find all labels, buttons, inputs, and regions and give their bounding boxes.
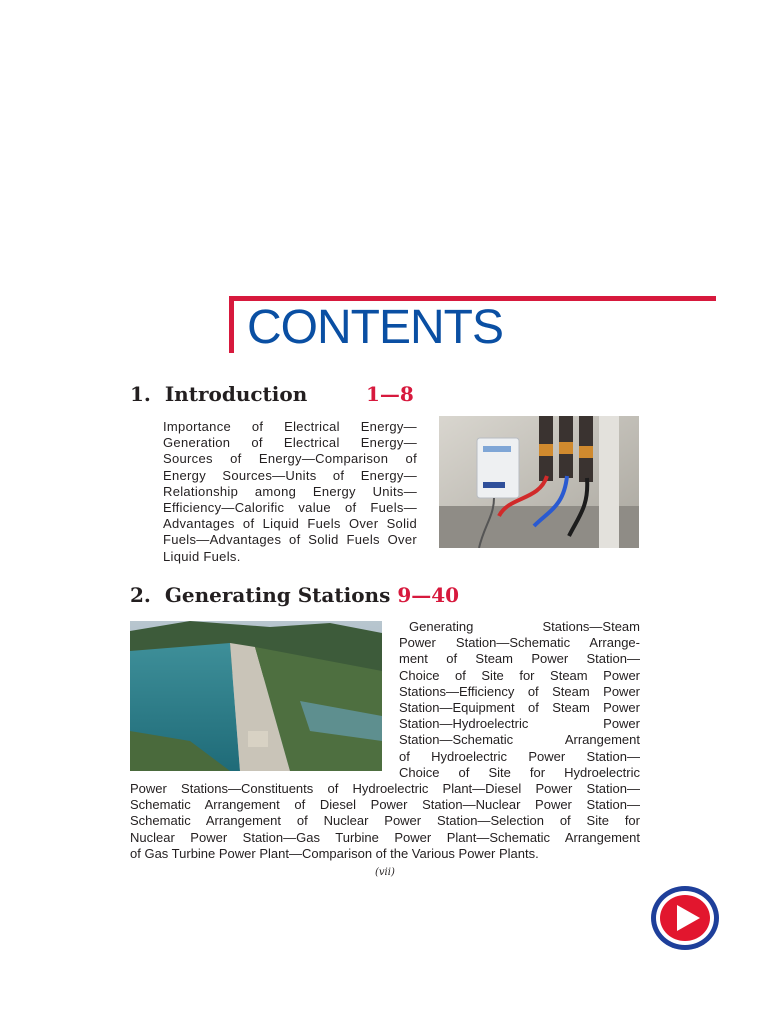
play-arrow-icon[interactable] xyxy=(650,885,720,951)
description-line: Liquid Fuels. xyxy=(163,548,241,564)
chapter-1-heading[interactable] xyxy=(130,381,414,407)
description-line: Power Stations—Constituents of Hydroelectric Plant—Diesel Power Station— xyxy=(130,781,640,796)
description-line: of Hydroelectric Power Station— xyxy=(399,748,640,764)
description-line: Schematic Arrangement of Nuclear Power Station—Selection of Site for xyxy=(130,813,640,829)
description-line: Fuels—Advantages of Solid Fuels Over xyxy=(163,532,417,548)
description-line: Station—Hydroelectric Power xyxy=(399,716,640,732)
hydroelectric-dam-photo xyxy=(130,621,382,771)
description-line: Generation of Electrical Energy— xyxy=(163,435,417,451)
description-line: Stations—Efficiency of Steam Power xyxy=(399,683,640,699)
chapter-2-description-full-width xyxy=(130,781,640,862)
description-line: Schematic Arrangement of Diesel Power Station—Nuclear Power Station— xyxy=(130,797,640,813)
description-line: Importance of Electrical Energy— xyxy=(163,419,417,434)
electrical-equipment-photo xyxy=(439,416,639,548)
chapter-1-description xyxy=(163,419,417,565)
header-rule-vertical xyxy=(229,296,234,353)
chapter-2-description-beside-image xyxy=(399,619,640,781)
description-line: Choice of Site for Steam Power xyxy=(399,667,640,683)
page-folio: (vii) xyxy=(375,867,395,878)
chapter-2-number: 2. xyxy=(130,583,151,607)
chapter-2-title: Generating Stations xyxy=(164,583,391,607)
description-line: Sources of Energy—Comparison of xyxy=(163,451,417,467)
page-title: CONTENTS xyxy=(247,301,503,354)
description-line: Power Station—Schematic Arrange- xyxy=(399,635,640,651)
description-line: Energy Sources—Units of Energy— xyxy=(163,467,417,483)
description-line: Station—Equipment of Steam Power xyxy=(399,700,640,716)
description-line: Advantages of Liquid Fuels Over Solid xyxy=(163,516,417,532)
chapter-1-title: Introduction xyxy=(164,382,308,406)
chapter-1-pages: 1—8 xyxy=(366,382,414,406)
description-line: Station—Schematic Arrangement xyxy=(399,732,640,748)
description-line: ment of Steam Power Station— xyxy=(399,651,640,667)
description-line: Efficiency—Calorific value of Fuels— xyxy=(163,500,417,516)
description-line: of Gas Turbine Power Plant—Comparison of the Various Power Plants. xyxy=(130,845,539,861)
description-line: Relationship among Energy Units— xyxy=(163,483,417,499)
description-line: Generating Stations—Steam xyxy=(409,619,640,634)
chapter-2-pages: 9—40 xyxy=(397,583,460,607)
chapter-2-heading[interactable] xyxy=(130,582,459,608)
chapter-1-number: 1. xyxy=(130,382,151,406)
description-line: Nuclear Power Station—Gas Turbine Power Plant—Schematic Arrangement xyxy=(130,829,640,845)
description-line: Choice of Site for Hydroelectric xyxy=(399,764,640,780)
